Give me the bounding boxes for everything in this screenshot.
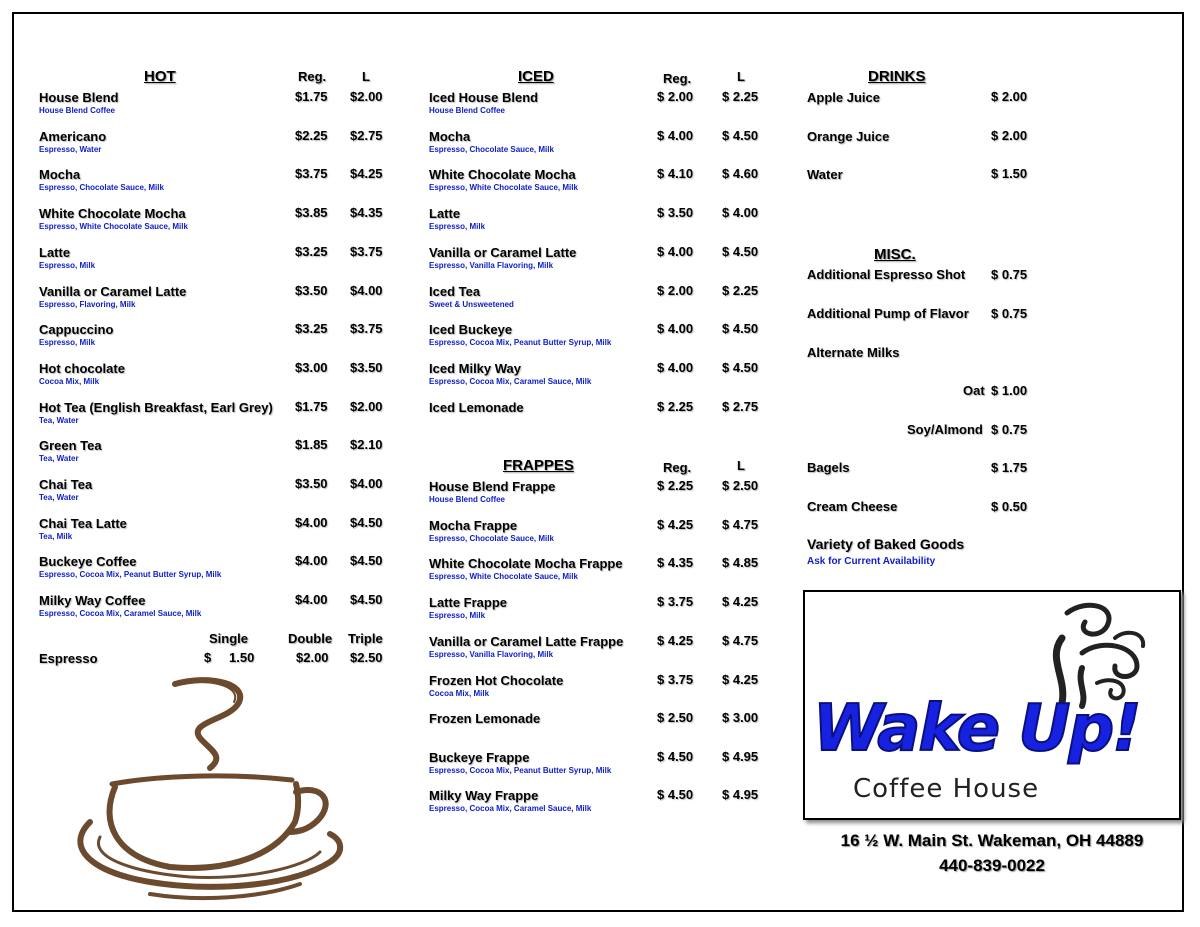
hot-item-l-price: $4.50 [350,514,383,530]
iced-item-l-price: $ 4.50 [722,243,759,259]
hot-item-description: Espresso, Milk [39,338,96,348]
frappes-item-description: Espresso, Vanilla Flavoring, Milk [429,650,554,659]
frappes-item-name: White Chocolate Mocha Frappe [429,556,623,572]
hot-item-description: House Blend Coffee [39,106,116,115]
hot-item [39,284,186,309]
hot-item [39,554,221,579]
hot-item-reg-price: $3.50 [295,282,328,298]
iced-item [429,245,576,270]
frappes-item-description: Espresso, Milk [429,611,486,620]
hot-item [39,322,113,347]
iced-item-description: Espresso, Cocoa Mix, Caramel Sauce, Milk [429,376,592,386]
iced-item-name: Iced Tea [429,283,481,299]
iced-item-description: Espresso, Cocoa Mix, Peanut Butter Syrup, Milk [429,338,612,348]
frappes-item-description: House Blend Coffee [429,495,506,504]
frappes-header: FRAPPES [503,457,574,474]
hot-item-reg-price: $3.75 [295,166,328,182]
address: 16 ½ W. Main St. Wakeman, OH 44889 [840,831,1144,850]
iced-item [429,167,578,192]
espresso-name: Espresso [39,651,98,666]
hot-item-l-price: $4.35 [350,205,383,221]
hot-item-description: Espresso, White Chocolate Sauce, Milk [39,222,188,232]
hot-item-reg-price: $3.85 [295,205,328,221]
hot-item [39,477,92,502]
iced-item [429,361,591,386]
iced-item-name: Iced House Blend [429,90,539,105]
misc-cream-cheese-price: $ 0.50 [991,499,1028,514]
misc-oat-price: $ 1.00 [991,383,1028,398]
hot-item-description: Cocoa Mix, Milk [39,376,100,386]
frappes-item-l-price: $ 4.95 [722,748,759,764]
hot-item [39,90,118,115]
hot-item-l-price: $4.50 [350,553,383,569]
iced-item-name: Vanilla or Caramel Latte [429,244,577,260]
iced-item-reg-price: $ 3.50 [657,205,694,221]
iced-item-description: Espresso, Milk [429,222,486,232]
drinks-item-price-price: $ 1.50 [991,166,1028,182]
misc-baked-goods-note: Ask for Current Availability [807,556,936,567]
frappes-item [429,634,623,659]
iced-item-reg-price: $ 2.00 [657,282,694,298]
frappes-item-description: Espresso, Cocoa Mix, Peanut Butter Syrup, Milk [429,765,612,775]
hot-item-description: Tea, Milk [39,531,73,541]
hot-item-name: Mocha [39,167,81,183]
misc-espresso-shot-price: $ 0.75 [991,267,1028,282]
frappes-item-description: Cocoa Mix, Milk [429,688,490,698]
espresso-single-price: 1.50 [229,650,255,665]
logo-box [803,590,1181,820]
iced-item [429,284,514,309]
hot-item-reg-price: $3.25 [295,243,328,259]
hot-item [39,361,125,386]
hot-item-reg-price: $1.75 [295,398,328,414]
frappes-item [429,788,591,813]
hot-item-name: Chai Tea [39,477,93,492]
iced-item-description: Espresso, White Chocolate Sauce, Milk [429,183,578,193]
hot-item-reg-price: $4.00 [295,592,328,608]
iced-item-l-price: $ 2.25 [722,89,759,104]
frappes-item-l-price: $ 4.75 [722,633,759,648]
hot-item-description: Espresso, Cocoa Mix, Peanut Butter Syrup, Milk [39,570,222,580]
iced-item-reg-price: $ 4.00 [657,127,694,143]
misc-baked-goods: Variety of Baked Goods [807,536,965,552]
hot-item-reg-price: $4.00 [295,553,328,569]
iced-item-reg-price: $ 4.00 [657,359,694,375]
hot-item [39,245,95,270]
frappes-item-reg-price: $ 2.25 [657,478,694,493]
frappes-item-reg-price: $ 3.75 [657,594,694,609]
frappes-item-reg-price: $ 3.75 [657,671,694,687]
misc-cream-cheese: Cream Cheese [807,499,898,514]
hot-item-l-price: $3.75 [350,243,383,259]
espresso-double-price: $2.00 [296,650,329,665]
iced-item-l-price: $ 4.50 [722,127,759,143]
frappes-item-reg-price: $ 4.25 [657,633,694,648]
hot-l-header: L [362,69,370,84]
hot-item-name: Milky Way Coffee [39,593,146,609]
frappes-item-reg-price: $ 2.50 [657,710,694,725]
hot-item [39,167,164,192]
frappes-item [429,479,555,504]
frappes-item-name: House Blend Frappe [429,479,556,494]
drinks-header: DRINKS [868,68,926,85]
hot-item-reg-price: $1.75 [295,89,328,104]
hot-item-description: Tea, Water [39,454,79,464]
iced-item [429,206,485,231]
espresso-single-symbol: $ [204,650,212,665]
iced-l-header: L [737,69,745,84]
phone: 440-839-0022 [939,856,1045,875]
iced-item [429,400,524,416]
hot-item-l-price: $2.00 [350,89,383,104]
frappes-item-name: Milky Way Frappe [429,788,539,803]
hot-item-name: White Chocolate Mocha [39,206,186,222]
iced-item-description: House Blend Coffee [429,106,506,115]
espresso-triple-header: Triple [348,631,383,646]
misc-espresso-shot: Additional Espresso Shot [807,267,966,282]
misc-alternate-milks: Alternate Milks [807,345,900,360]
iced-item-l-price: $ 4.50 [722,321,759,337]
hot-item-reg-price: $1.85 [295,437,328,453]
hot-item-description: Espresso, Milk [39,260,96,270]
misc-oat: Oat [963,383,985,398]
hot-item-description: Tea, Water [39,415,79,425]
frappes-item-reg-price: $ 4.25 [657,516,694,532]
misc-bagels: Bagels [807,460,850,475]
hot-item-l-price: $4.00 [350,476,383,491]
hot-item-description: Espresso, Cocoa Mix, Caramel Sauce, Milk [39,609,202,619]
iced-item-reg-price: $ 4.10 [657,166,694,182]
hot-item-description: Espresso, Chocolate Sauce, Milk [39,183,164,193]
frappes-item-l-price: $ 3.00 [722,710,759,725]
iced-item-reg-price: $ 4.00 [657,243,694,259]
hot-item-name: House Blend [39,90,119,105]
hot-item-l-price: $4.50 [350,592,383,608]
frappes-item-reg-price: $ 4.50 [657,787,694,802]
iced-item-l-price: $ 2.25 [722,282,759,298]
frappes-item-reg-price: $ 4.35 [657,555,694,571]
frappes-item-l-price: $ 4.25 [722,594,759,609]
iced-item-l-price: $ 2.75 [722,398,759,414]
iced-item-l-price: $ 4.60 [722,166,759,182]
frappes-item-description: Espresso, Cocoa Mix, Caramel Sauce, Milk [429,804,592,813]
hot-item-l-price: $2.00 [350,398,383,414]
hot-item-l-price: $3.75 [350,321,383,337]
iced-item-name: Latte [429,206,461,222]
iced-item-reg-price: $ 2.25 [657,398,694,414]
frappes-item-name: Latte Frappe [429,595,508,610]
hot-item-description: Espresso, Water [39,144,102,154]
frappes-item [429,556,623,581]
hot-item-name: Latte [39,244,71,260]
hot-item-l-price: $3.50 [350,359,383,375]
frappes-item [429,595,507,620]
drinks-item [807,167,843,182]
frappes-item [429,673,563,698]
misc-pump-flavor-price: $ 0.75 [991,306,1028,321]
hot-item-l-price: $2.75 [350,127,383,143]
iced-item [429,90,538,115]
misc-soy-price: $ 0.75 [991,422,1028,437]
misc-soy: Soy/Almond [907,422,983,437]
iced-item [429,129,554,154]
frappes-item-name: Buckeye Frappe [429,749,530,765]
iced-item-reg-price: $ 4.00 [657,321,694,337]
hot-item-name: Cappuccino [39,322,114,338]
iced-item-name: Iced Lemonade [429,399,524,415]
hot-item [39,129,106,154]
frappes-reg-header: Reg. [663,460,692,475]
drinks-item-price-price: $ 2.00 [991,127,1028,143]
frappes-item [429,711,540,727]
hot-reg-header: Reg. [298,69,327,84]
frappes-item [429,518,554,543]
iced-item [429,322,611,347]
frappes-item-reg-price: $ 4.50 [657,748,694,764]
frappes-item-l-price: $ 4.75 [722,516,759,532]
coffee-cup-icon [60,672,360,904]
frappes-item-l-price: $ 4.25 [722,671,759,687]
hot-item [39,593,201,618]
hot-item [39,206,188,231]
misc-header: MISC. [874,246,916,263]
hot-item [39,516,127,541]
hot-item-name: Chai Tea Latte [39,515,127,531]
hot-item-name: Green Tea [39,438,102,454]
frappes-item [429,750,611,775]
frappes-item-l-price: $ 4.85 [722,555,759,571]
drinks-item [807,90,880,105]
hot-item-reg-price: $2.25 [295,127,328,143]
frappes-item-description: Espresso, Chocolate Sauce, Milk [429,533,554,543]
hot-item [39,400,273,425]
hot-item-reg-price: $3.00 [295,359,328,375]
hot-item-description: Espresso, Flavoring, Milk [39,299,136,309]
hot-item-reg-price: $4.00 [295,514,328,530]
hot-item-l-price: $2.10 [350,437,383,453]
iced-item-reg-price: $ 2.00 [657,89,694,104]
logo-wordmark: Wake Up! [813,692,1140,766]
misc-bagels-price: $ 1.75 [991,460,1028,475]
frappes-item-name: Mocha Frappe [429,517,518,533]
hot-item-description: Tea, Water [39,493,79,502]
drinks-item [807,129,889,144]
iced-reg-header: Reg. [663,71,692,86]
frappes-item-description: Espresso, White Chocolate Sauce, Milk [429,572,578,582]
hot-header: HOT [144,68,176,85]
frappes-item-name: Frozen Lemonade [429,711,541,726]
iced-item-description: Espresso, Chocolate Sauce, Milk [429,144,554,154]
espresso-double-header: Double [288,631,333,646]
drinks-item-name: Apple Juice [807,90,880,105]
iced-item-l-price: $ 4.00 [722,205,759,221]
drinks-item-price-price: $ 2.00 [991,89,1028,104]
hot-item [39,438,102,463]
drinks-item-name: Water [807,167,843,183]
misc-pump-flavor: Additional Pump of Flavor [807,306,969,321]
hot-item-l-price: $4.25 [350,166,383,182]
hot-item-name: Buckeye Coffee [39,554,137,570]
drinks-item-name: Orange Juice [807,128,890,144]
frappes-l-header: L [737,458,745,473]
hot-item-name: Hot Tea (English Breakfast, Earl Grey) [39,399,273,415]
espresso-single-header: Single [209,631,249,646]
hot-item-name: Vanilla or Caramel Latte [39,283,187,299]
frappes-item-l-price: $ 2.50 [722,478,759,493]
iced-header: ICED [518,68,554,85]
iced-item-name: White Chocolate Mocha [429,167,576,183]
frappes-item-l-price: $ 4.95 [722,787,759,802]
frappes-item-name: Frozen Hot Chocolate [429,672,564,688]
hot-item-reg-price: $3.25 [295,321,328,337]
iced-item-name: Mocha [429,128,471,144]
iced-item-name: Iced Buckeye [429,322,513,338]
hot-item-l-price: $4.00 [350,282,383,298]
frappes-item-name: Vanilla or Caramel Latte Frappe [429,634,624,649]
hot-item-name: Hot chocolate [39,360,125,376]
logo-subtitle: Coffee House [853,774,1040,804]
iced-item-name: Iced Milky Way [429,360,521,376]
hot-item-reg-price: $3.50 [295,476,328,491]
hot-item-name: Americano [39,128,107,144]
iced-item-l-price: $ 4.50 [722,359,759,375]
iced-item-description: Sweet & Unsweetened [429,299,514,309]
espresso-triple-price: $2.50 [350,650,383,665]
iced-item-description: Espresso, Vanilla Flavoring, Milk [429,260,554,270]
